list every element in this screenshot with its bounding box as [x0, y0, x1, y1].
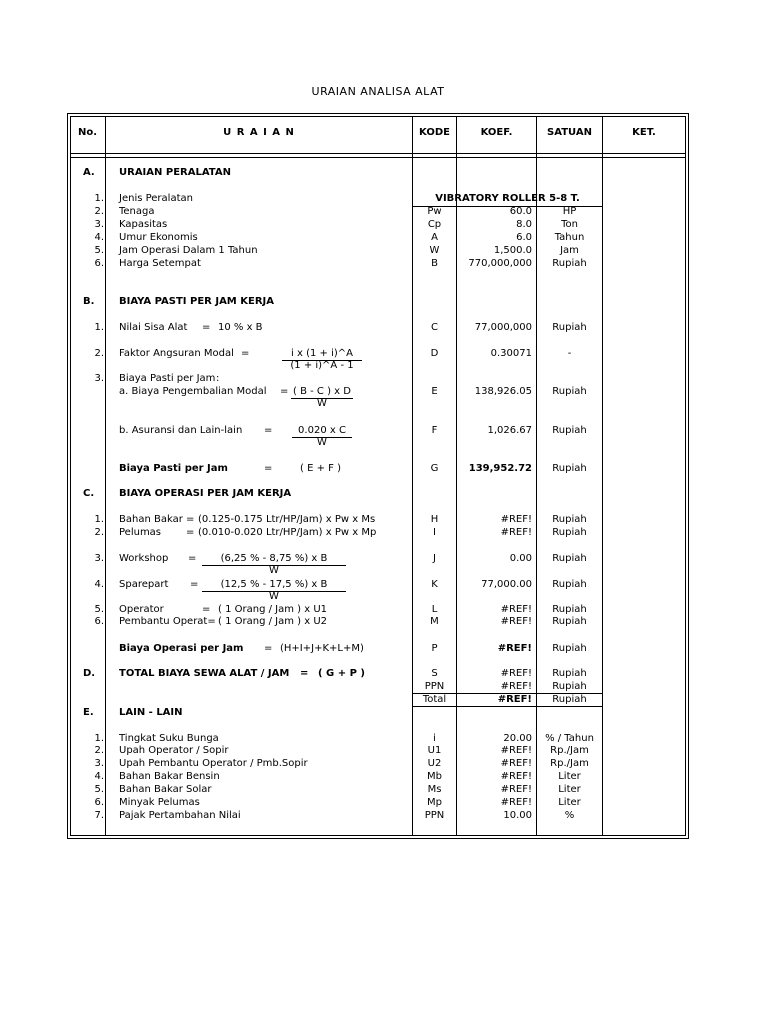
row-label: Kapasitas [119, 219, 168, 230]
fraction-numerator: i x (1 + i)^A [291, 348, 353, 359]
section-letter: A. [83, 167, 95, 178]
row-label: Workshop [119, 553, 169, 564]
row-kode: A [431, 232, 438, 243]
row-satuan: % [564, 810, 575, 821]
fraction-denominator: W [317, 437, 327, 448]
equals-sign: = [186, 527, 195, 538]
row-satuan: Rupiah [552, 643, 587, 654]
header-ket: KET. [632, 127, 656, 138]
row-kode: S [431, 668, 438, 679]
section-letter: E. [83, 707, 94, 718]
row-koef: 138,926.05 [474, 386, 532, 397]
row-kode: C [431, 322, 438, 333]
row-no: 3. [94, 219, 104, 230]
row-label: b. Asuransi dan Lain-lain [119, 425, 243, 436]
equals-sign: = [264, 463, 273, 474]
row-koef: #REF! [500, 681, 532, 692]
fraction-numerator: (6,25 % - 8,75 %) x B [220, 553, 328, 564]
header-no: No. [78, 127, 98, 138]
row-kode: M [430, 616, 439, 627]
row-koef: #REF! [500, 668, 532, 679]
row-no: 3. [94, 553, 104, 564]
fraction-denominator: (1 + i)^A - 1 [290, 360, 354, 371]
colon: : [216, 373, 220, 384]
equals-sign: = [190, 579, 199, 590]
row-formula: ( 1 Orang / Jam ) x U1 [218, 604, 327, 615]
equals-sign: = [241, 348, 250, 359]
row-formula: ( 1 Orang / Jam ) x U2 [218, 616, 327, 627]
row-formula: 10 % x B [218, 322, 263, 333]
subtotal-label: Biaya Operasi per Jam [119, 643, 244, 654]
row-koef: 77,000.00 [481, 579, 532, 590]
row-no: 5. [94, 604, 104, 615]
row-formula: ( E + F ) [300, 463, 341, 474]
row-koef: #REF! [500, 758, 532, 769]
row-no: 6. [94, 616, 104, 627]
row-label: Operator [119, 604, 164, 615]
equals-sign: = [188, 553, 197, 564]
subtotal-label: Biaya Pasti per Jam [119, 463, 228, 474]
row-no: 2. [94, 348, 104, 359]
row-no: 4. [94, 771, 104, 782]
row-kode: Total [422, 694, 447, 705]
row-satuan: Rupiah [552, 694, 587, 705]
section-heading: TOTAL BIAYA SEWA ALAT / JAM [119, 668, 290, 679]
row-kode: K [431, 579, 438, 590]
row-no: 2. [94, 745, 104, 756]
row-kode: J [433, 553, 436, 564]
row-satuan: Liter [558, 771, 581, 782]
row-koef: #REF! [500, 745, 532, 756]
row-kode: W [429, 245, 440, 256]
row-label: Jenis Peralatan [119, 193, 193, 204]
row-koef: 10.00 [503, 810, 532, 821]
row-koef: #REF! [497, 694, 532, 705]
header-kode: KODE [419, 127, 450, 138]
row-formula: ( G + P ) [318, 668, 365, 679]
row-satuan: Liter [558, 784, 581, 795]
row-satuan: Rupiah [552, 463, 587, 474]
row-kode: E [431, 386, 438, 397]
page-title: URAIAN ANALISA ALAT [311, 85, 445, 98]
row-koef: 77,000,000 [474, 322, 532, 333]
row-kode: L [431, 604, 438, 615]
row-no: 4. [94, 579, 104, 590]
row-koef: 770,000,000 [468, 258, 532, 269]
row-koef: #REF! [500, 797, 532, 808]
row-satuan: - [567, 348, 572, 359]
row-no: 1. [94, 322, 104, 333]
row-satuan: Rupiah [552, 514, 587, 525]
row-satuan: Ton [561, 219, 578, 230]
row-kode: PPN [424, 681, 445, 692]
row-satuan: Rupiah [552, 527, 587, 538]
row-label: Sparepart [119, 579, 169, 590]
row-koef: #REF! [500, 616, 532, 627]
row-kode: U1 [427, 745, 442, 756]
row-satuan: Rupiah [552, 668, 587, 679]
row-no: 1. [94, 514, 104, 525]
row-kode: i [433, 733, 436, 744]
row-koef: 20.00 [503, 733, 532, 744]
row-label: Tenaga [119, 206, 155, 217]
row-label: Umur Ekonomis [119, 232, 198, 243]
row-no: 5. [94, 784, 104, 795]
row-label: Nilai Sisa Alat [119, 322, 188, 333]
row-koef: #REF! [500, 514, 532, 525]
row-kode: D [430, 348, 439, 359]
row-kode: P [431, 643, 438, 654]
row-kode: I [433, 527, 436, 538]
row-label: Biaya Pasti per Jam [119, 373, 216, 384]
fraction-denominator: W [317, 398, 327, 409]
row-koef: #REF! [500, 527, 532, 538]
row-satuan: HP [562, 206, 577, 217]
row-formula: (H+I+J+K+L+M) [280, 643, 364, 654]
row-satuan: Jam [560, 245, 579, 256]
equals-sign: = [264, 425, 273, 436]
row-koef: 0.30071 [490, 348, 532, 359]
row-satuan: Rp./Jam [550, 745, 589, 756]
row-koef: #REF! [500, 604, 532, 615]
row-label: Bahan Bakar Solar [119, 784, 212, 795]
row-kode: U2 [427, 758, 442, 769]
row-koef: 60.0 [509, 206, 532, 217]
row-label: Tingkat Suku Bunga [119, 733, 219, 744]
row-label: Pembantu Operat= [119, 616, 216, 627]
row-kode: Cp [427, 219, 442, 230]
row-satuan: Rupiah [552, 322, 587, 333]
row-satuan: Rupiah [552, 681, 587, 692]
row-satuan: Rupiah [552, 579, 587, 590]
row-koef: 6.0 [516, 232, 532, 243]
row-koef: 139,952.72 [468, 463, 532, 474]
section-heading: LAIN - LAIN [119, 707, 183, 718]
row-satuan: Rupiah [552, 604, 587, 615]
row-no: 5. [94, 245, 104, 256]
row-satuan: Rupiah [552, 386, 587, 397]
section-heading: BIAYA OPERASI PER JAM KERJA [119, 488, 292, 499]
row-kode: H [430, 514, 439, 525]
row-satuan: Rupiah [552, 553, 587, 564]
header-koef: KOEF. [480, 127, 513, 138]
row-no: 4. [94, 232, 104, 243]
fraction-numerator: (12,5 % - 17,5 %) x B [220, 579, 328, 590]
section-letter: B. [83, 296, 95, 307]
row-satuan: % / Tahun [545, 733, 594, 744]
section-letter: D. [83, 668, 96, 679]
equals-sign: = [264, 643, 273, 654]
row-kode: Ms [427, 784, 442, 795]
row-koef: 0.00 [509, 553, 532, 564]
row-no: 1. [94, 193, 104, 204]
row-label: Bahan Bakar [119, 514, 183, 525]
row-no: 2. [94, 527, 104, 538]
row-no: 3. [94, 373, 104, 384]
row-koef: 8.0 [516, 219, 532, 230]
equals-sign: = [202, 322, 211, 333]
row-satuan: Rupiah [552, 616, 587, 627]
row-koef: #REF! [500, 771, 532, 782]
equals-sign: = [202, 604, 211, 615]
row-kode: Mb [427, 771, 442, 782]
row-satuan: Rp./Jam [550, 758, 589, 769]
row-satuan: Tahun [554, 232, 585, 243]
row-label: Pajak Pertambahan Nilai [119, 810, 241, 821]
fraction-numerator: ( B - C ) x D [293, 386, 351, 397]
row-no: 6. [94, 258, 104, 269]
section-heading: URAIAN PERALATAN [119, 167, 231, 178]
row-kode: Pw [427, 206, 442, 217]
section-heading: BIAYA PASTI PER JAM KERJA [119, 296, 274, 307]
row-koef: 1,500.0 [493, 245, 532, 256]
row-label: Jam Operasi Dalam 1 Tahun [119, 245, 258, 256]
row-label: Pelumas [119, 527, 162, 538]
equals-sign: = [300, 668, 309, 679]
row-satuan: Rupiah [552, 258, 587, 269]
fraction-denominator: W [269, 565, 279, 576]
equals-sign: = [280, 386, 289, 397]
row-kode: F [431, 425, 438, 436]
row-kode: G [430, 463, 439, 474]
equals-sign: = [186, 514, 195, 525]
row-formula: (0.010-0.020 Ltr/HP/Jam) x Pw x Mp [198, 527, 377, 538]
section-letter: C. [83, 488, 95, 499]
row-kode: Mp [427, 797, 442, 808]
row-koef: #REF! [497, 643, 532, 654]
row-kode: PPN [424, 810, 445, 821]
header-uraian: U R A I A N [223, 127, 295, 138]
row-no: 7. [94, 810, 104, 821]
row-label: Upah Operator / Sopir [119, 745, 229, 756]
equipment-name: VIBRATORY ROLLER 5-8 T. [435, 193, 580, 204]
row-label: Bahan Bakar Bensin [119, 771, 220, 782]
row-label: a. Biaya Pengembalian Modal [119, 386, 267, 397]
row-label: Faktor Angsuran Modal [119, 348, 234, 359]
row-label: Harga Setempat [119, 258, 201, 269]
row-kode: B [431, 258, 438, 269]
row-label: Minyak Pelumas [119, 797, 200, 808]
row-no: 6. [94, 797, 104, 808]
row-koef: #REF! [500, 784, 532, 795]
header-satuan: SATUAN [547, 127, 592, 138]
row-koef: 1,026.67 [487, 425, 532, 436]
row-satuan: Rupiah [552, 425, 587, 436]
row-satuan: Liter [558, 797, 581, 808]
row-label: Upah Pembantu Operator / Pmb.Sopir [119, 758, 308, 769]
row-no: 3. [94, 758, 104, 769]
row-formula: (0.125-0.175 Ltr/HP/Jam) x Pw x Ms [198, 514, 376, 525]
fraction-denominator: W [269, 591, 279, 602]
fraction-numerator: 0.020 x C [298, 425, 346, 436]
row-no: 1. [94, 733, 104, 744]
row-no: 2. [94, 206, 104, 217]
